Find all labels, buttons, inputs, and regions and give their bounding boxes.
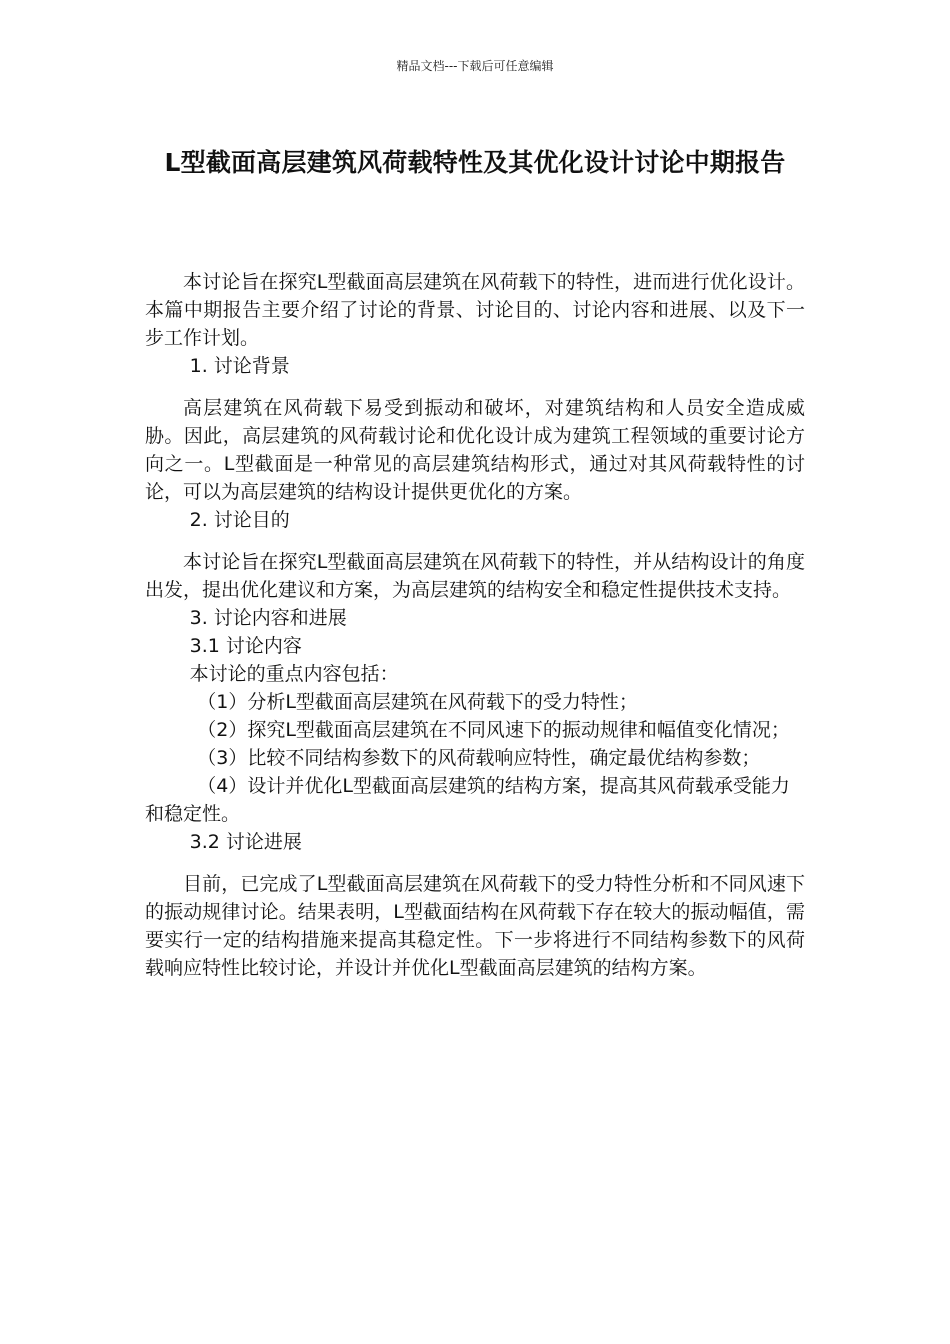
page-header-note: 精品文档---下载后可任意编辑: [396, 59, 554, 73]
intro-paragraph: 本讨论旨在探究L型截面高层建筑在风荷载下的特性，进而进行优化设计。本篇中期报告主要介绍了讨论的背景、讨论目的、讨论内容和进展、以及下一步工作计划。: [145, 271, 805, 349]
progress-paragraph: 目前，已完成了L型截面高层建筑在风荷载下的受力特性分析和不同风速下的振动规律讨论。结果表明，L型截面结构在风荷载下存在较大的振动幅值，需要实行一定的结构措施来提高其稳定性。下一步将进行不同结构参数下的风荷载响应特性比较讨论，并设计并优化L型截面高层建筑的结构方案。: [145, 873, 805, 979]
section-2-heading: 2. 讨论目的: [189, 509, 290, 531]
section-1-heading: 1. 讨论背景: [189, 355, 290, 377]
list-item: （4）设计并优化L型截面高层建筑的结构方案，提高其风荷载承受能力和稳定性。: [145, 775, 790, 825]
document-body: [145, 268, 805, 982]
subsection-3-1-heading: 3.1 讨论内容: [189, 635, 302, 657]
list-item: （1）分析L型截面高层建筑在风荷载下的受力特性；: [197, 691, 638, 713]
document-title: L型截面高层建筑风荷载特性及其优化设计讨论中期报告: [164, 148, 786, 177]
list-item: （2）探究L型截面高层建筑在不同风速下的振动规律和幅值变化情况；: [197, 719, 790, 741]
content-list-lead: 本讨论的重点内容包括：: [189, 663, 399, 685]
section-1-paragraph: 高层建筑在风荷载下易受到振动和破坏，对建筑结构和人员安全造成威胁。因此，高层建筑的风荷载讨论和优化设计成为建筑工程领域的重要讨论方向之一。L型截面是一种常见的高层建筑结构形式，通过对其风荷载特性的讨论，可以为高层建筑的结构设计提供更优化的方案。: [145, 397, 805, 503]
section-2-paragraph: 本讨论旨在探究L型截面高层建筑在风荷载下的特性，并从结构设计的角度出发，提出优化建议和方案，为高层建筑的结构安全和稳定性提供技术支持。: [145, 551, 805, 601]
subsection-3-2-heading: 3.2 讨论进展: [189, 831, 302, 853]
list-item: （3）比较不同结构参数下的风荷载响应特性，确定最优结构参数；: [197, 747, 761, 769]
section-3-heading: 3. 讨论内容和进展: [189, 607, 347, 629]
